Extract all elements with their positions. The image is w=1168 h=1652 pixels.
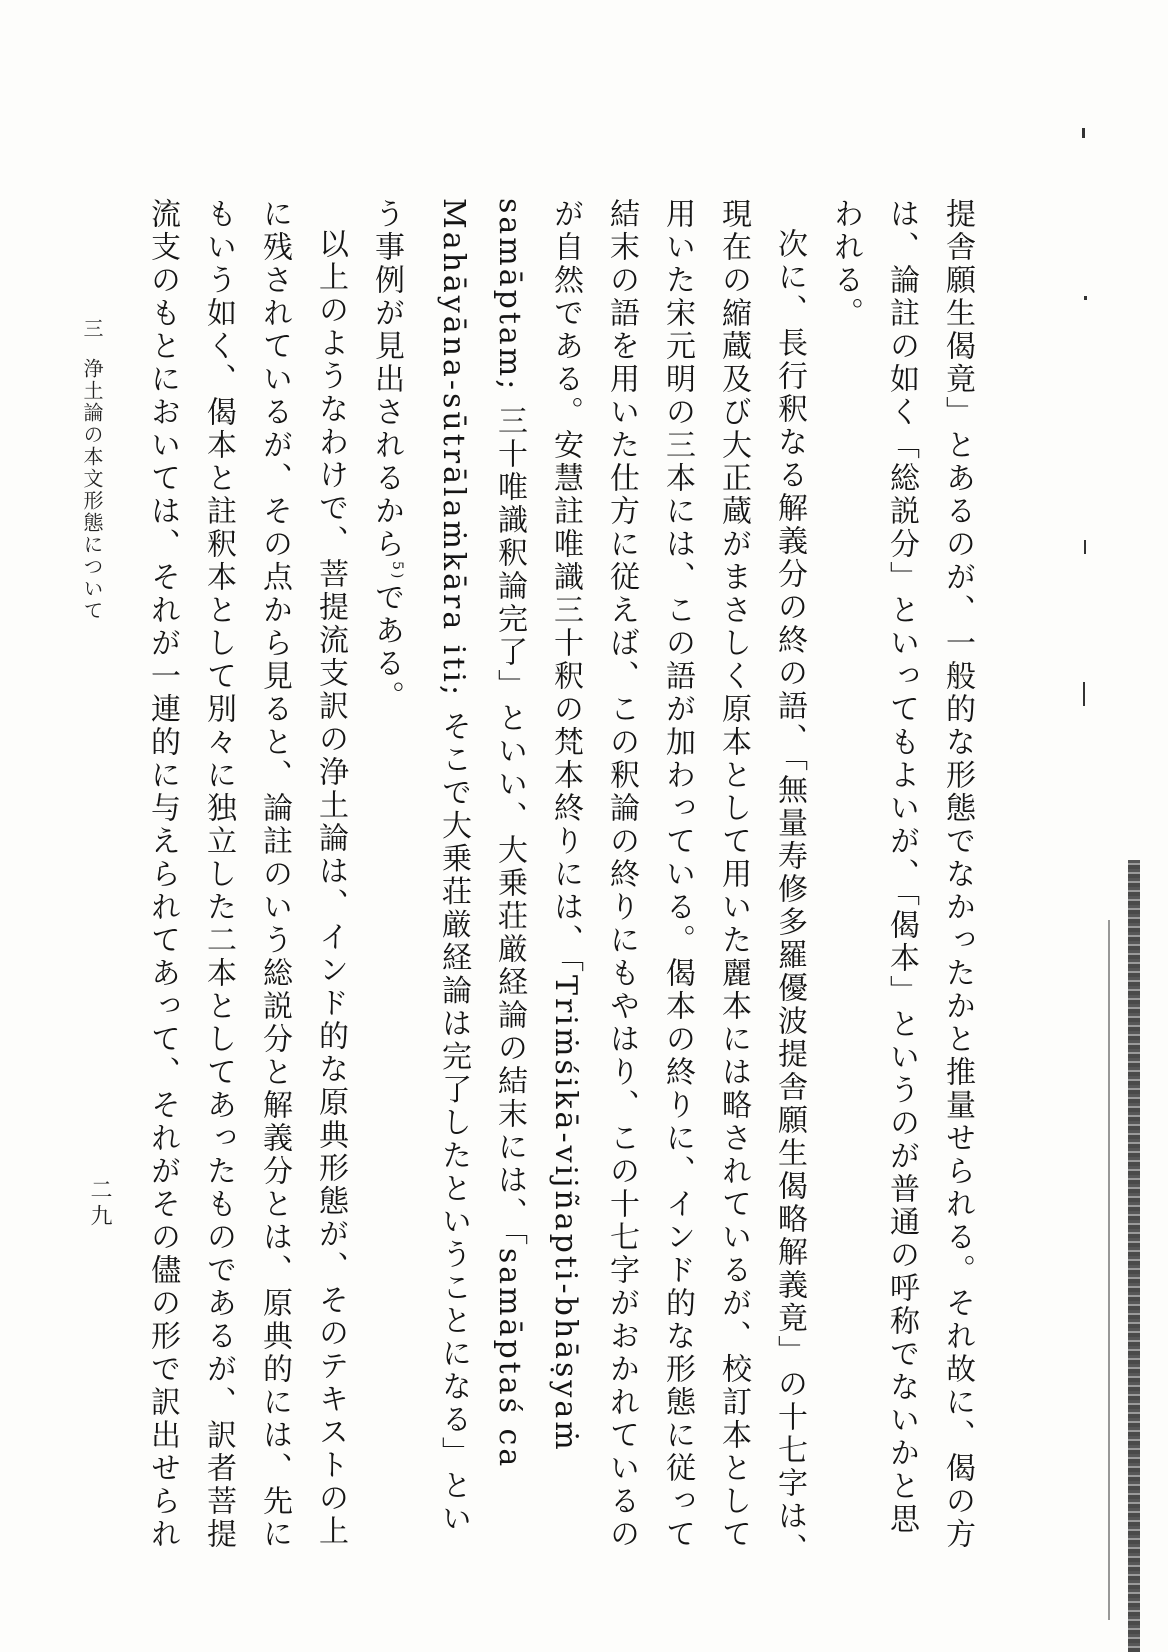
scan-edge-line [1108, 920, 1110, 1620]
running-header [78, 318, 107, 678]
chapter-number: 三 [80, 318, 104, 340]
footnote-ref-5: 5) [389, 561, 405, 582]
paragraph-2 [358, 198, 817, 1568]
scan-speck [1084, 540, 1086, 554]
paragraph-2-tail: である。 [369, 581, 404, 714]
scan-speck [1082, 128, 1085, 138]
scan-edge [1128, 860, 1140, 1652]
body-text [135, 198, 985, 1568]
scan-speck [1084, 296, 1087, 300]
paragraph-2-text: 次に、長行釈なる解義分の終の語、「無量寿修多羅優波提舎願生偈略解義竟」の十七字は、現在の縮蔵及び大正蔵がまさしく原本として用いた麗本には略されているが、校訂本として用いた宋元明の三本には、この語が加わっている。偈本の終りに、インド的な形態に従って結末の語を用いた仕方に従えば、この釈論の終りにもやはり、この十七字がおかれているのが自然である。安慧註唯識三十釈の梵本終りには、「Triṁśikā-vijñapti-bhāṣyaṁ samāptam; 三十唯識釈論完了」といい、大乗荘厳経論の結末には、「samāptaś ca Mahāyāna-sūtrālaṁkāra iti; そこで大乗荘厳経論は完了したということになる」という事例が見出されるから [369, 198, 807, 1566]
paragraph-3: 以上のようなわけで、菩提流支訳の浄土論は、インド的な原典形態が、そのテキストの上に残されているが、その点から見ると、論註のいう総説分と解義分とは、原典的には、先にもいう如く、偈本と註釈本として別々に独立した二本としてあったものであるが、訳者菩提流支のもとにおいては、それが一連的に与えられてあって、それがその儘の形で訳出せられ [145, 198, 348, 1551]
chapter-title: 浄土論の本文形態について [80, 358, 104, 622]
scan-speck [1083, 682, 1085, 706]
page-number: 二九 [87, 1178, 112, 1230]
paragraph-1: 提舎願生偈竟」とあるのが、一般的な形態でなかったかと推量せられる。それ故に、偈の方は、論註の如く「総説分」といってもよいが、「偈本」というのが普通の呼称でないかと思われる。 [828, 198, 975, 1551]
